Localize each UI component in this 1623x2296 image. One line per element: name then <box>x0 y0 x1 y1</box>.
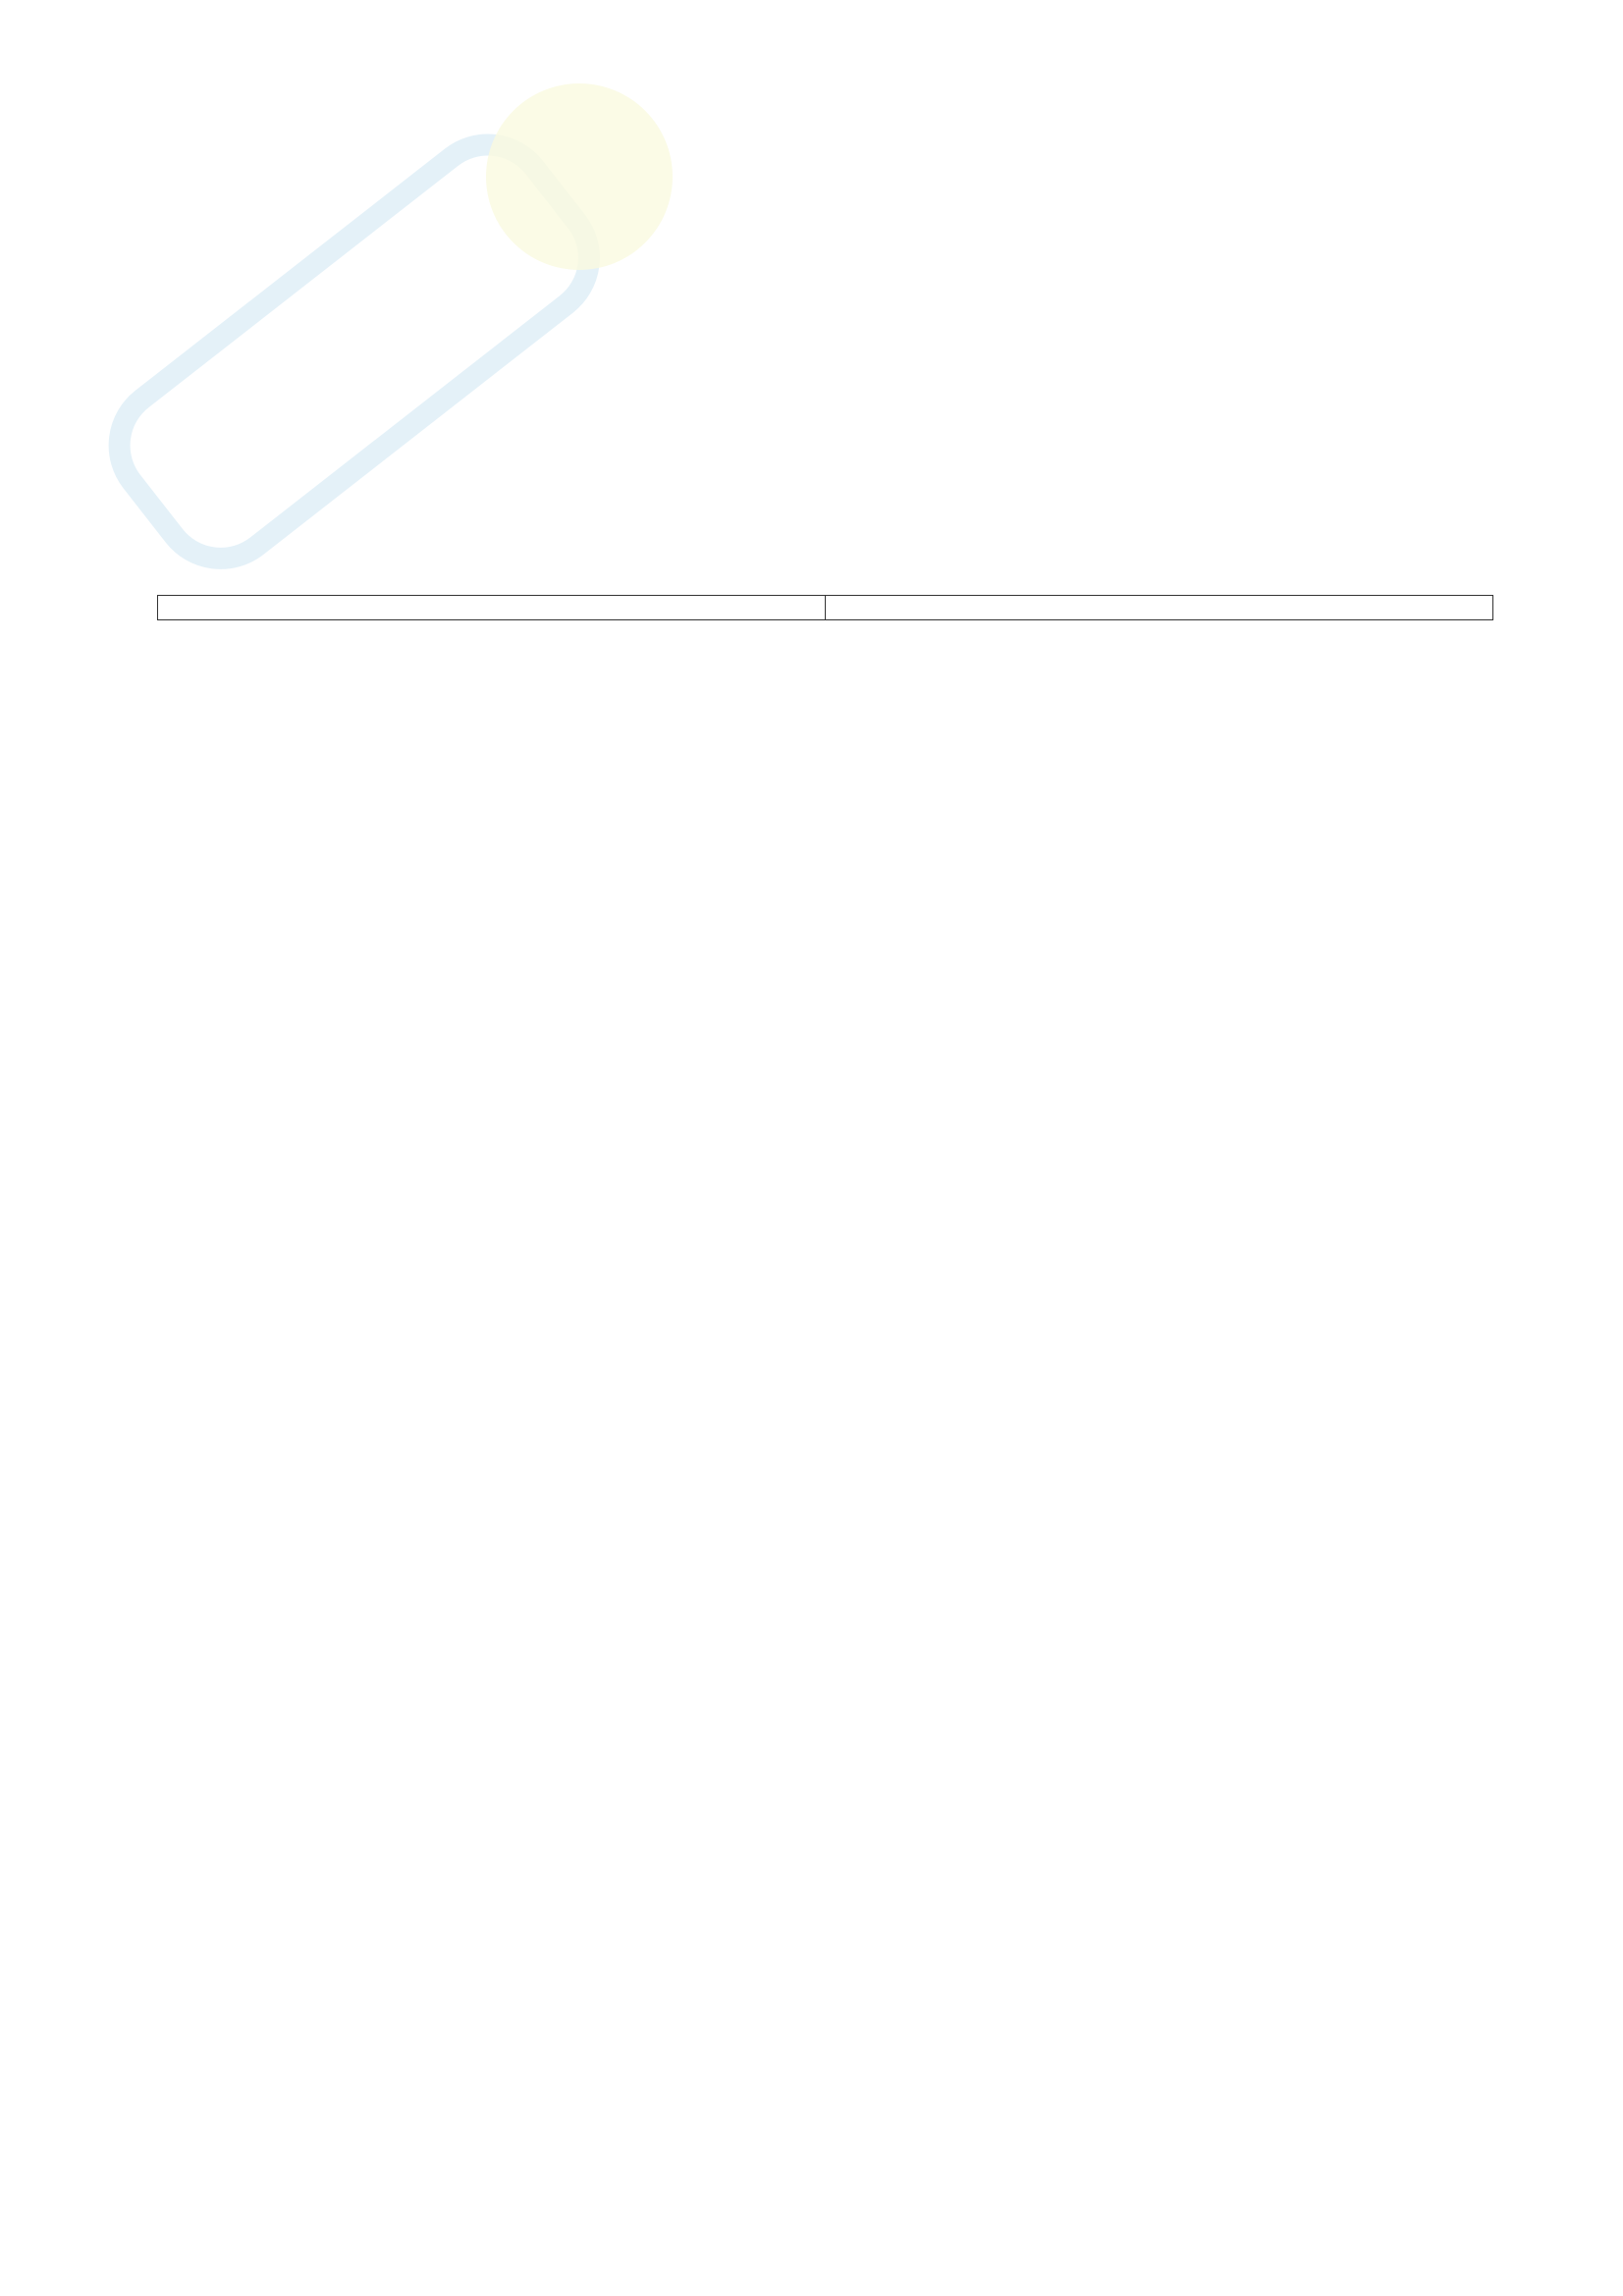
watermark-logo <box>29 39 697 667</box>
comparison-table <box>157 595 1493 620</box>
table-header-advantages <box>158 596 826 620</box>
table-header-disadvantages <box>826 596 1493 620</box>
